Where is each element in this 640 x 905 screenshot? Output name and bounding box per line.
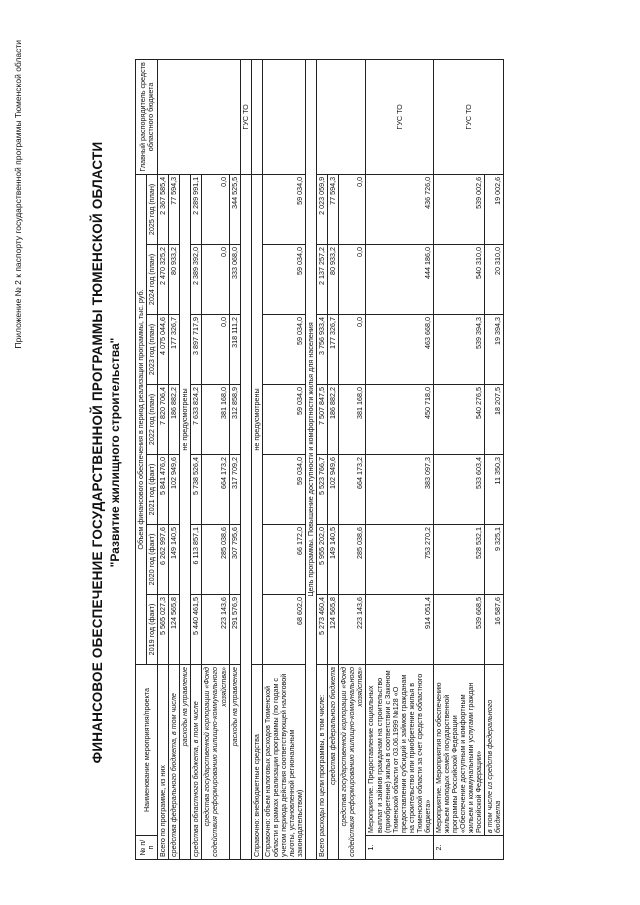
row-label: Мероприятие. Мероприятия по обеспечению жильем молодых семей государственной программы Российской Федерации «Обеспечение доступным и комфортным жильем и коммунальными услугами граждан Российской Федерации» [433,665,484,836]
cell-value: 186 882,2 [169,385,180,455]
cell-value: 383 097,3 [366,455,434,525]
row-label: средства государственной корпорации «Фонд содействия реформированию жилищно-коммунального хозяйства» [339,665,366,860]
cell-value: 186 882,2 [328,385,339,455]
cell-value: 77 594,3 [328,174,339,244]
cell-value: 914 051,4 [366,595,434,665]
row-goal-fund [339,59,366,859]
cell-value: 177 326,7 [328,315,339,385]
cell-value: 59 034,0 [262,174,305,244]
row-fund [202,59,229,859]
cell-value: 312 858,9 [229,385,240,455]
cell-value: 540 310,0 [433,245,484,315]
cell-value: 0,0 [339,174,366,244]
header-admin: Главный распорядитель средств областного бюджета [136,59,158,174]
cell-value: 753 270,2 [366,525,434,595]
header-year: 2020 год (факт) [147,525,158,595]
row-label: расходы на управление [229,665,240,860]
header-year: 2023 год (план) [147,315,158,385]
cell-value: 285 038,6 [339,525,366,595]
cell-value: 102 949,6 [328,455,339,525]
cell-value: 285 038,6 [202,525,229,595]
admin-cell [317,59,366,174]
row-goal [306,59,317,859]
cell-value: 381 168,0 [202,385,229,455]
admin-cell [262,59,305,174]
cell-value: 333 068,0 [229,245,240,315]
document-title: ФИНАНСОВОЕ ОБЕСПЕЧЕНИЕ ГОСУДАРСТВЕННОЙ ПРОГРАММЫ ТЮМЕНСКОЙ ОБЛАСТИ [90,141,105,764]
row-goal-total [317,59,328,859]
measure-number: 1. [366,836,434,860]
not-provided-note: не предусмотрены [251,174,262,664]
cell-value: 18 207,5 [485,385,504,455]
row-measure-1 [366,59,434,859]
cell-value: 66 172,0 [262,525,305,595]
row-label: расходы на управление [180,665,191,860]
cell-value: 2 367 585,4 [158,174,169,244]
cell-value: 318 111,2 [229,315,240,385]
cell-value: 0,0 [202,174,229,244]
cell-value: 5 955 202,0 [317,525,328,595]
row-label: средства областного бюджета, в том числе [191,665,202,860]
row-measure-2 [433,59,484,859]
cell-value: 9 325,1 [485,525,504,595]
cell-value: 149 140,5 [328,525,339,595]
admin-cell: ГУС ТО [366,59,434,174]
cell-value: 664 173,2 [202,455,229,525]
cell-value: 0,0 [202,245,229,315]
header-year: 2019 год (факт) [147,595,158,665]
header-year: 2022 год (план) [147,385,158,455]
cell-value: 5 273 460,4 [317,595,328,665]
cell-value: 59 034,0 [262,385,305,455]
cell-value: 20 310,0 [485,245,504,315]
measure-number: 2. [433,836,504,860]
cell-value: 7 820 706,4 [158,385,169,455]
cell-value: 5 841 476,0 [158,455,169,525]
cell-value: 436 726,0 [366,174,434,244]
cell-value: 528 532,1 [433,525,484,595]
cell-value: 0,0 [339,315,366,385]
cell-value: 540 276,5 [433,385,484,455]
cell-value: 5 738 526,4 [191,455,202,525]
cell-value: 291 576,9 [229,595,240,665]
header-name: Наименование мероприятия/проекта [136,665,158,836]
cell-value: 102 949,6 [169,455,180,525]
cell-value: 19 002,6 [485,174,504,244]
cell-value: 664 173,2 [339,455,366,525]
row-fed [169,59,180,859]
cell-value: 68 602,0 [262,595,305,665]
cell-value: 444 186,0 [366,245,434,315]
cell-value: 381 168,0 [339,385,366,455]
row-nonbudget [251,59,262,859]
row-tax [262,59,305,859]
cell-value: 223 143,6 [202,595,229,665]
cell-value: 2 470 325,2 [158,245,169,315]
cell-value: 77 594,3 [169,174,180,244]
cell-value: 16 587,6 [485,595,504,665]
goal-heading: Цель программы. Повышение доступности и комфортности жилья для населения [306,59,317,859]
appendix-note: Приложение № 2 к паспорту государственной программы Тюменской области [13,40,23,349]
spacer-cell [240,174,251,859]
document-subtitle: "Развитие жилищного строительства" [108,337,122,568]
row-label: Справочно: внебюджетные средства [251,665,262,860]
cell-value: 7 507 847,5 [317,385,328,455]
cell-value: 344 525,5 [229,174,240,244]
cell-value: 177 326,7 [169,315,180,385]
cell-value: 223 143,6 [339,595,366,665]
header-num: № п/п [136,836,158,860]
row-total [158,59,169,859]
row-label: Мероприятие. Предоставление социальных выплат и займов гражданам на строительство (приобретение) жилья в соответствии с Законом Тюменской области от 03.06.1999 №128 «О предоставлении субсидий и займов гражданам на строительство или приобретение жилья в Тюменской области за счет средств областного бюджета» [366,665,434,836]
cell-value: 539 002,6 [433,174,484,244]
cell-value: 124 565,8 [328,595,339,665]
row-management [229,59,240,859]
row-label: Всего по программе, из них [158,665,169,860]
header-year: 2024 год (план) [147,245,158,315]
cell-value: 3 897 717,9 [191,315,202,385]
cell-value: 307 795,6 [229,525,240,595]
cell-value: 2 289 991,1 [191,174,202,244]
admin-cell [158,59,241,174]
cell-value: 124 565,8 [169,595,180,665]
finance-table [135,59,504,860]
row-label: средства федерального бюджета [328,665,339,860]
cell-value: 539 668,5 [433,595,484,665]
cell-value: 19 394,3 [485,315,504,385]
cell-value: 80 933,2 [169,245,180,315]
row-fed-management [180,59,191,859]
cell-value: 7 633 824,2 [191,385,202,455]
cell-value: 149 140,5 [169,525,180,595]
header-year: 2025 год (план) [147,174,158,244]
units-label: тыс. руб. [136,289,145,320]
admin-cell: ГУС ТО [240,59,251,174]
header-year: 2021 год (факт) [147,455,158,525]
row-regional [191,59,202,859]
row-measure-2-fed [485,59,504,859]
cell-value: 450 718,0 [366,385,434,455]
cell-value: 80 933,2 [328,245,339,315]
cell-value: 317 709,2 [229,455,240,525]
cell-value: 2 389 392,0 [191,245,202,315]
row-label: в том числе из средств федерального бюджета [485,665,504,836]
cell-value: 59 034,0 [262,245,305,315]
cell-value: 6 113 857,1 [191,525,202,595]
row-label: Справочно: объем налоговых расходов Тюменской области в рамках реализации программы (по годам с учетом периода действия соответствующей налоговой льготы, установленной региональным законодательством) [262,665,305,860]
cell-value: 5 440 461,5 [191,595,202,665]
admin-cell: ГУС ТО [433,59,504,174]
cell-value: 5 523 766,7 [317,455,328,525]
cell-value: 3 756 933,4 [317,315,328,385]
header-row-1 [136,59,147,859]
row-label: средства государственной корпорации «Фонд содействия реформированию жилищно-коммунального хозяйства» [202,665,229,860]
cell-value: 2 137 257,2 [317,245,328,315]
cell-value: 0,0 [339,245,366,315]
not-provided-note: не предусмотрены [180,174,191,664]
row-management-admin [240,59,251,859]
admin-cell [251,59,262,174]
cell-value: 59 034,0 [262,455,305,525]
cell-value: 59 034,0 [262,315,305,385]
cell-value: 5 565 027,3 [158,595,169,665]
cell-value: 2 023 059,9 [317,174,328,244]
cell-value: 6 262 997,6 [158,525,169,595]
cell-value: 463 668,0 [366,315,434,385]
row-label: Всего расходы по цели программы, в том числе: [317,665,328,860]
row-goal-fed [328,59,339,859]
cell-value: 11 350,3 [485,455,504,525]
cell-value: 0,0 [202,315,229,385]
row-label: средства федерального бюджета, в том числе [169,665,180,860]
header-group: Объем финансового обеспечения в период реализации программы, тыс. руб. [136,174,147,664]
cell-value: 4 075 044,6 [158,315,169,385]
cell-value: 533 603,4 [433,455,484,525]
cell-value: 539 394,3 [433,315,484,385]
